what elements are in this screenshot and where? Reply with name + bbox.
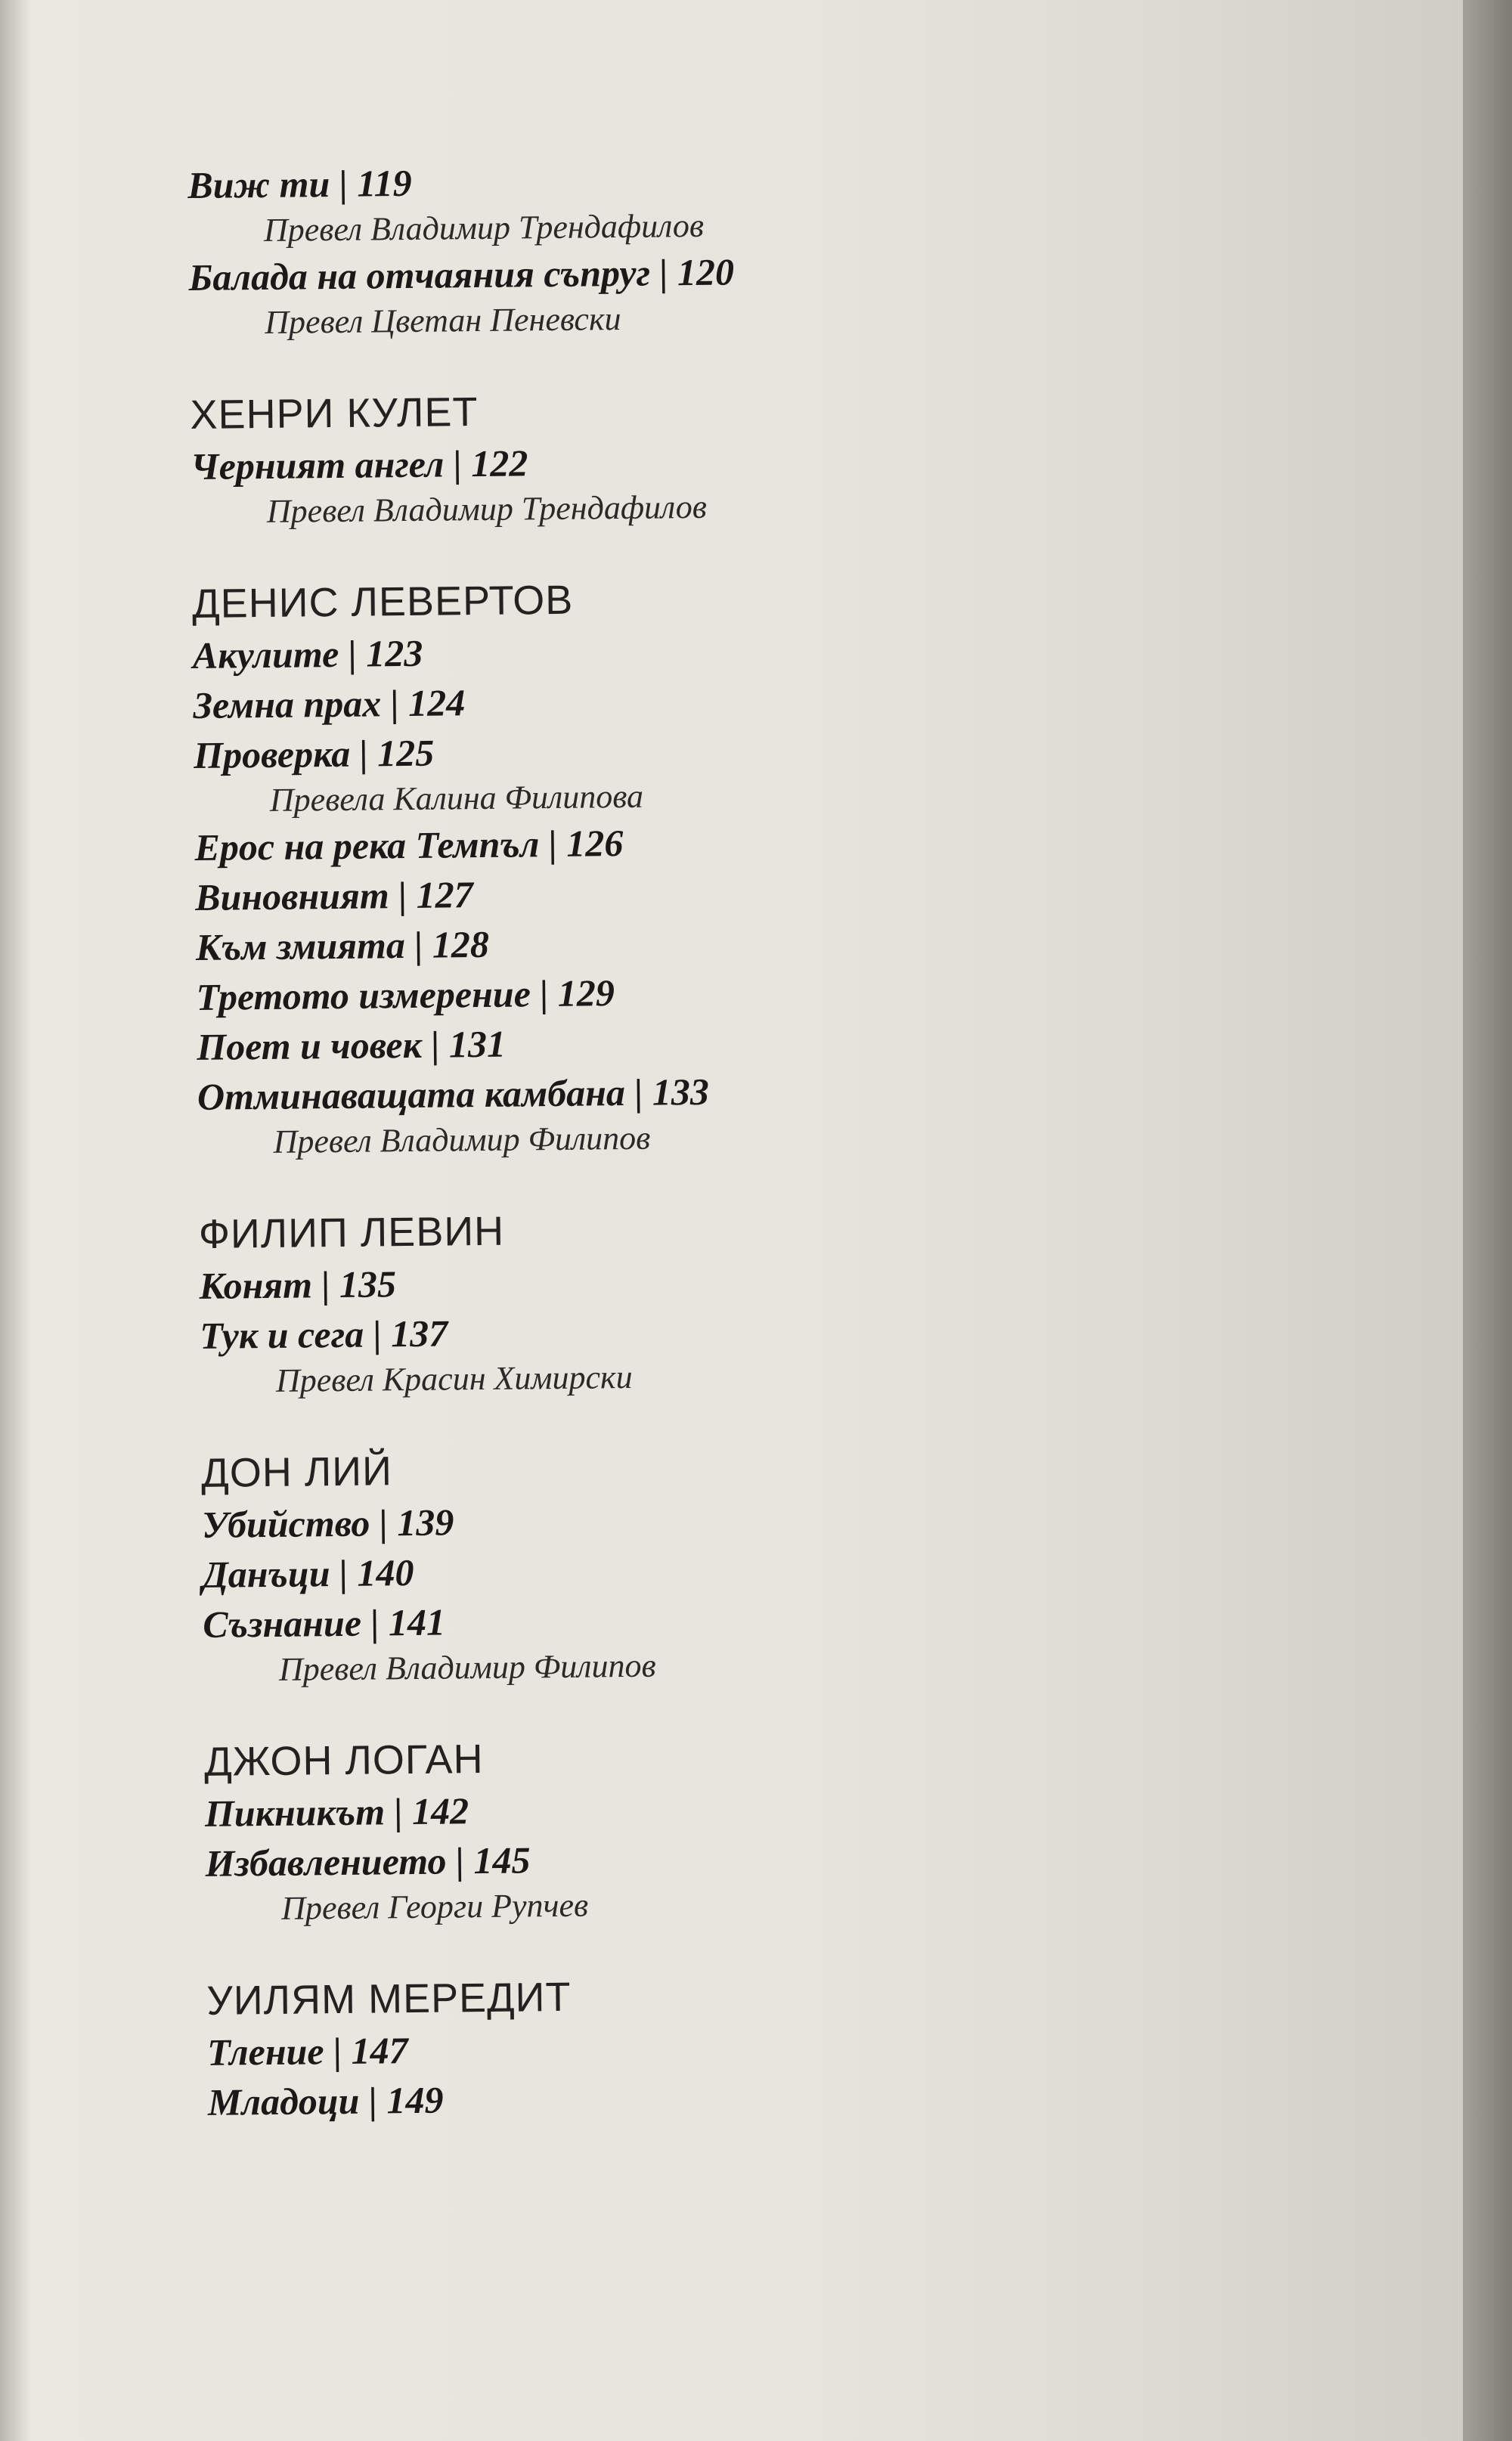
toc-entry: Третото измерение | 129 [196, 971, 615, 1018]
toc-entry: Ерос на река Темпъл | 126 [194, 822, 624, 869]
author-section [199, 1197, 1184, 1403]
author-name: ХЕНРИ КУЛЕТ [190, 389, 479, 438]
toc-entry: Акулите | 123 [192, 631, 423, 677]
toc-entry: Пикникът | 142 [204, 1789, 469, 1835]
translator-line: Превел Владимир Филипов [278, 1646, 656, 1688]
toc-group [187, 150, 1171, 252]
author-name: ДЖОН ЛОГАН [203, 1736, 484, 1785]
toc-entry: Черният ангел | 122 [190, 441, 528, 488]
page-edge-shadow [1463, 0, 1512, 2441]
toc-entry: Данъци | 140 [202, 1550, 414, 1596]
toc-entry: Виж ти | 119 [187, 161, 412, 206]
translator-line: Превел Красин Химирски [275, 1358, 633, 1399]
toc-entry: Убийство | 139 [201, 1501, 454, 1546]
toc-entry: Конят | 135 [199, 1262, 397, 1307]
author-name: УИЛЯМ МЕРЕДИТ [206, 1974, 572, 2024]
author-section [192, 567, 1181, 1164]
toc-entry: Към змията | 128 [195, 922, 490, 968]
toc-entry: Тление | 147 [206, 2029, 408, 2074]
author-section [206, 1964, 1191, 2127]
translator-line: Превел Владимир Трендафилов [266, 488, 708, 530]
translator-line: Превел Цветан Пеневски [264, 300, 621, 341]
toc-entry: Виновният | 127 [194, 873, 473, 918]
toc-entry: Поет и човек | 131 [196, 1022, 507, 1068]
toc-entry: Съзнание | 141 [202, 1600, 446, 1646]
toc-entry: Тук и сега | 137 [199, 1312, 448, 1357]
toc-entry: Младоци | 149 [207, 2078, 444, 2123]
author-section [190, 378, 1174, 534]
translator-line: Превел Георги Рупчев [280, 1886, 589, 1927]
author-name: ДОН ЛИЙ [200, 1448, 393, 1496]
toc-entry: Балада на отчаяния съпруг | 120 [188, 250, 735, 299]
author-section [204, 1725, 1189, 1931]
toc-entry: Земна прах | 124 [193, 681, 466, 726]
toc-group [188, 242, 1172, 345]
translator-line: Превел Владимир Филипов [273, 1119, 651, 1160]
spine-shadow [0, 0, 30, 2441]
author-name: ДЕНИС ЛЕВЕРТОВ [191, 577, 574, 627]
author-name: ФИЛИП ЛЕВИН [198, 1208, 505, 1257]
toc-entry: Проверка | 125 [193, 731, 435, 776]
table-of-contents [187, 150, 1191, 2170]
author-section [201, 1436, 1186, 1692]
translator-line: Превел Владимир Трендафилов [263, 206, 705, 249]
toc-entry: Отминаващата камбана | 133 [197, 1070, 710, 1118]
translator-line: Превела Калина Филипова [269, 777, 644, 819]
toc-entry: Избавлението | 145 [205, 1838, 531, 1885]
